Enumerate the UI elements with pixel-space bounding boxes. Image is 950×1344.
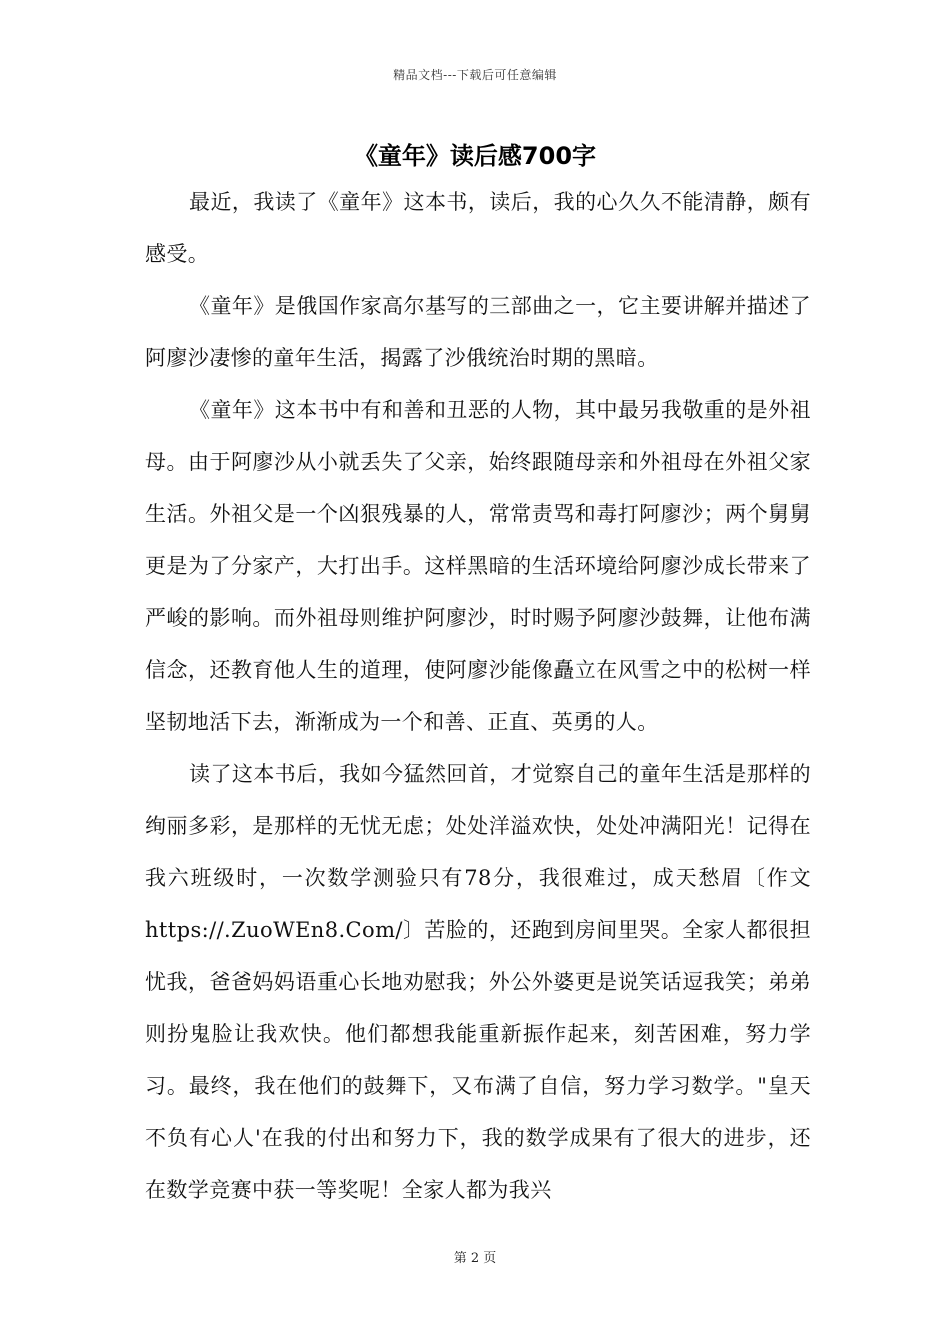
page-header: 精品文档---下载后可任意编辑 [393, 68, 557, 82]
paragraph: 读了这本书后，我如今猛然回首，才觉察自己的童年生活是那样的绚丽多彩，是那样的无忧无虑；处处洋溢欢快，处处冲满阳光！记得在我六班级时，一次数学测验只有78分，我很难过，成天愁眉〔作文https://.ZuoWEn8.Com/〕苦脸的，还跑到房间里哭。全家人都很担忧我，爸爸妈妈语重心长地劝慰我；外公外婆更是说笑话逗我笑；弟弟则扮鬼脸让我欢快。他们都想我能重新振作起来，刻苦困难，努力学习。最终，我在他们的鼓舞下，又布满了自信，努力学习数学。"皇天不负有心人'在我的付出和努力下，我的数学成果有了很大的进步，还在数学竞赛中获一等奖呢！全家人都为我兴 [145, 762, 811, 1202]
paragraph: 最近，我读了《童年》这本书，读后，我的心久久不能清静，颇有感受。 [145, 190, 811, 266]
paragraph: 《童年》是俄国作家高尔基写的三部曲之一，它主要讲解并描述了阿廖沙凄惨的童年生活，揭露了沙俄统治时期的黑暗。 [145, 294, 811, 370]
paragraph: 《童年》这本书中有和善和丑恶的人物，其中最另我敬重的是外祖母。由于阿廖沙从小就丢失了父亲，始终跟随母亲和外祖母在外祖父家生活。外祖父是一个凶狠残暴的人，常常责骂和毒打阿廖沙；两个舅舅更是为了分家产，大打出手。这样黑暗的生活环境给阿廖沙成长带来了严峻的影响。而外祖母则维护阿廖沙，时时赐予阿廖沙鼓舞，让他布满信念，还教育他人生的道理，使阿廖沙能像矗立在风雪之中的松树一样坚韧地活下去，渐渐成为一个和善、正直、英勇的人。 [145, 398, 811, 734]
page-number: 第 2 页 [453, 1251, 497, 1266]
document-title: 《童年》读后感700字 [353, 142, 597, 170]
document-body [145, 176, 811, 1216]
